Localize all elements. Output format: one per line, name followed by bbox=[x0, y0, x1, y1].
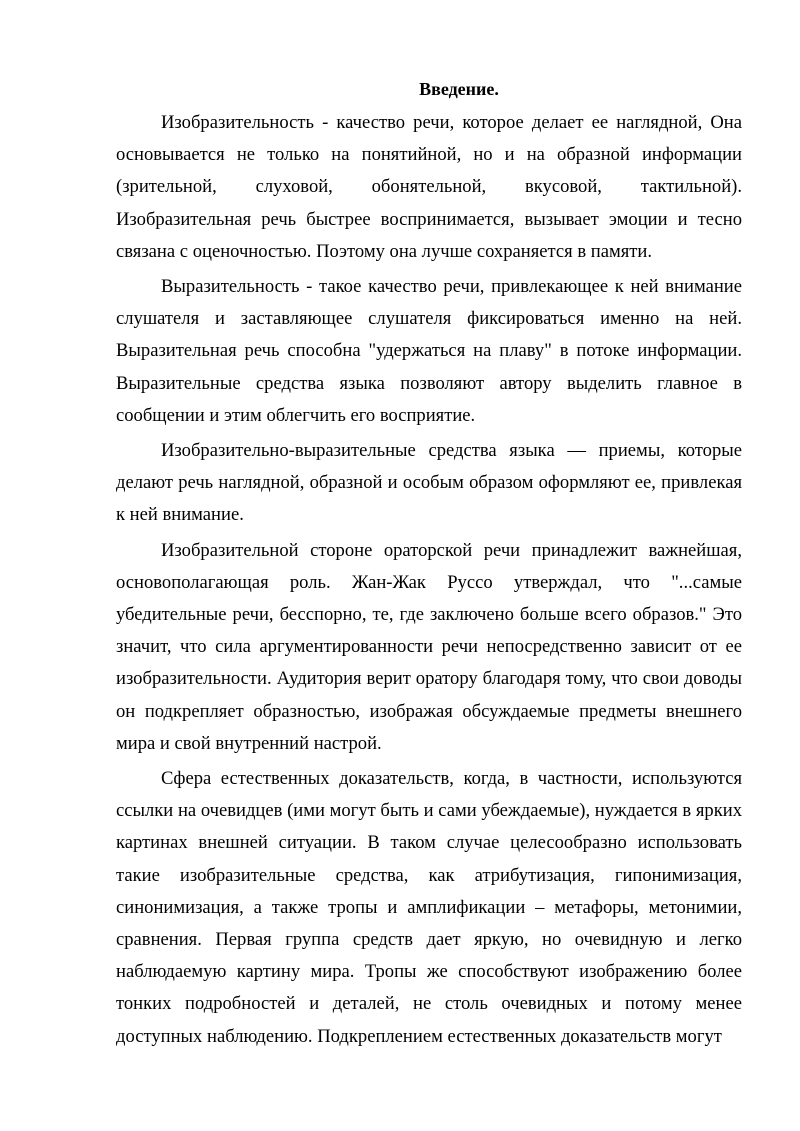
paragraph-imagery: Изобразительность - качество речи, которое делает ее наглядной, Она основывается не только на понятийной, но и на образной информации (зрительной, слуховой, обонятельной, вкусовой, тактильной). Изобразительная речь быстрее воспринимается, вызывает эмоции и тесно связана с оценочностью. Поэтому она лучше сохраняется в памяти. bbox=[116, 112, 742, 262]
paragraph-oratory: Изобразительной стороне ораторской речи принадлежит важнейшая, основополагающая роль. Жан-Жак Руссо утверждал, что "...самые убедительные речи, бесспорно, те, где заключено больше всего образов." Это значит, что сила аргументированности речи непосредственно зависит от ее изобразительности. Аудитория верит оратору благодаря тому, что свои доводы он подкрепляет образностью, изображая обсуждаемые предметы внешнего мира и свой внутренний настрой. bbox=[116, 539, 742, 754]
paragraph-means: Изобразительно-выразительные средства языка — приемы, которые делают речь наглядной, образной и особым образом оформляют ее, привлекая к ней внимание. bbox=[116, 440, 742, 526]
document-page bbox=[116, 75, 742, 1053]
paragraph-natural-evidence: Сфера естественных доказательств, когда, в частности, используются ссылки на очевидцев (ими могут быть и сами убеждаемые), нуждается в ярких картинах внешней ситуации. В таком случае целесообразно использовать такие изобразительные средства, как атрибутизация, гипонимизация, синонимизация, а также тропы и амплификации – метафоры, метонимии, сравнения. Первая группа средств дает яркую, но очевидную и легко наблюдаемую картину мира. Тропы же способствуют изображению более тонких подробностей и деталей, не столь очевидных и потому менее доступных наблюдению. Подкреплением естественных доказательств могут bbox=[116, 768, 742, 1047]
paragraph-expressiveness: Выразительность - такое качество речи, привлекающее к ней внимание слушателя и заставляющее слушателя фиксироваться именно на ней. Выразительная речь способна "удержаться на плаву" в потоке информации. Выразительные средства языка позволяют автору выделить главное в сообщении и этим облегчить его восприятие. bbox=[116, 276, 742, 426]
document-heading: Введение. bbox=[419, 79, 499, 99]
